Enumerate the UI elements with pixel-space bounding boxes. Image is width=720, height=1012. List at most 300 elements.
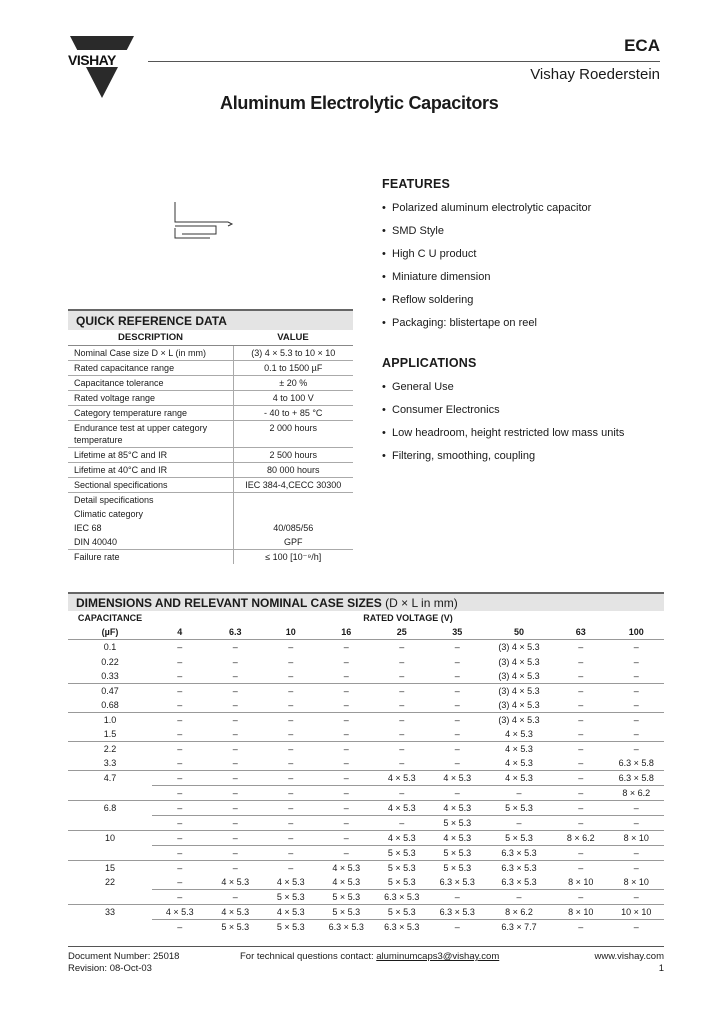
voltage-column-header: 25 <box>374 625 430 640</box>
quick-ref-description: Rated voltage range <box>68 390 233 405</box>
quick-ref-description: IEC 68 <box>74 522 102 533</box>
capacitance-cell <box>68 889 152 904</box>
case-size-cell: – <box>609 860 665 875</box>
table-row <box>68 698 664 713</box>
table-row <box>68 405 353 420</box>
case-size-cell: 4 × 5.3 <box>319 860 375 875</box>
case-size-cell: – <box>208 889 264 904</box>
voltage-column-header: 100 <box>609 625 665 640</box>
case-size-cell: 4 × 5.3 <box>505 757 533 768</box>
table-row <box>68 875 664 890</box>
contact-label: For technical questions contact: <box>240 951 377 962</box>
list-item: • High C U product <box>382 248 591 271</box>
table-row <box>68 683 664 698</box>
quick-ref-description: Category temperature range <box>68 405 233 420</box>
capacitance-cell: 33 <box>68 904 152 919</box>
case-size-cell: – <box>553 741 609 756</box>
applications-list <box>382 381 624 473</box>
case-size-cell: 6.3 × 5.3 <box>439 876 475 887</box>
quick-ref-value: 40/085/56 <box>233 521 353 535</box>
case-size-cell: – <box>208 860 264 875</box>
list-item: • General Use <box>382 381 624 404</box>
capacitance-cell: 4.7 <box>68 770 152 785</box>
case-size-cell: – <box>485 889 553 904</box>
case-size-cell: – <box>232 728 238 739</box>
list-item: • Reflow soldering <box>382 294 591 317</box>
table-row <box>68 919 664 934</box>
case-size-cell: – <box>553 889 609 904</box>
case-size-cell: – <box>319 712 375 727</box>
quick-ref-description: Failure rate <box>68 549 233 564</box>
case-size-cell: – <box>343 757 349 768</box>
list-item: • SMD Style <box>382 225 591 248</box>
table-row <box>68 800 664 815</box>
capacitance-cell <box>68 785 152 800</box>
case-size-cell: – <box>208 770 264 785</box>
dimensions-table <box>68 592 664 934</box>
case-size-cell: – <box>374 640 430 655</box>
case-size-cell: – <box>319 640 375 655</box>
case-size-cell: 5 × 5.3 <box>208 919 264 934</box>
capacitance-cell: 0.1 <box>68 640 152 655</box>
case-size-cell: – <box>152 889 208 904</box>
case-size-cell: 5 × 5.3 <box>374 904 430 919</box>
list-item: • Filtering, smoothing, coupling <box>382 450 624 473</box>
capacitance-cell: 1.5 <box>103 728 117 739</box>
case-size-cell: – <box>288 699 294 710</box>
case-size-cell: – <box>374 712 430 727</box>
logo-text: VISHAY <box>68 52 116 68</box>
capacitance-cell: 6.8 <box>68 800 152 815</box>
quick-reference-table <box>68 309 353 564</box>
case-size-cell: 4 × 5.3 <box>485 770 553 785</box>
case-size-cell: – <box>208 741 264 756</box>
case-size-cell: – <box>399 728 405 739</box>
capacitance-cell: 1.0 <box>68 712 152 727</box>
case-size-cell: – <box>288 757 294 768</box>
case-size-cell: – <box>177 699 183 710</box>
table-row <box>68 845 664 860</box>
case-size-cell: 4 × 5.3 <box>374 770 430 785</box>
case-size-cell: 4 × 5.3 <box>374 830 430 845</box>
list-item: • Polarized aluminum electrolytic capacitor <box>382 202 591 225</box>
case-size-cell: (3) 4 × 5.3 <box>485 640 553 655</box>
capacitance-cell: 2.2 <box>68 741 152 756</box>
table-row <box>68 860 664 875</box>
quick-ref-value: 80 000 hours <box>233 462 353 477</box>
case-size-cell: – <box>430 889 486 904</box>
quick-ref-value: ± 20 % <box>233 375 353 390</box>
case-size-cell: – <box>263 741 319 756</box>
case-size-cell: 8 × 6.2 <box>553 830 609 845</box>
capacitor-image <box>170 198 240 244</box>
case-size-cell: – <box>553 640 609 655</box>
case-size-cell: – <box>578 728 584 739</box>
dimensions-title <box>68 592 664 611</box>
case-size-cell: – <box>343 699 349 710</box>
case-size-cell: – <box>454 728 460 739</box>
col-description: DESCRIPTION <box>68 330 233 345</box>
case-size-cell: – <box>288 728 294 739</box>
capacitance-cell: 10 <box>68 830 152 845</box>
case-size-cell: – <box>454 670 460 681</box>
case-size-cell: – <box>454 757 460 768</box>
case-size-cell: – <box>609 712 665 727</box>
table-row <box>68 492 353 507</box>
quick-ref-value: 0.1 to 1500 µF <box>233 360 353 375</box>
case-size-cell: 5 × 5.3 <box>387 876 416 887</box>
case-size-cell: 6.3 × 7.7 <box>485 919 553 934</box>
dimensions-title-main: DIMENSIONS AND RELEVANT NOMINAL CASE SIZES <box>76 596 382 610</box>
case-size-cell: 5 × 5.3 <box>485 830 553 845</box>
case-size-cell: – <box>578 656 584 667</box>
contact-email-link[interactable]: aluminumcaps3@vishay.com <box>376 951 500 962</box>
table-row <box>68 507 353 521</box>
quick-ref-description: DIN 40040 <box>74 536 118 547</box>
table-row <box>68 654 664 668</box>
case-size-cell: – <box>609 815 665 830</box>
case-size-cell: – <box>343 728 349 739</box>
case-size-cell: 8 × 6.2 <box>485 904 553 919</box>
case-size-cell: 8 × 10 <box>568 876 594 887</box>
case-size-cell: – <box>208 712 264 727</box>
case-size-cell: – <box>633 670 639 681</box>
case-size-cell: (3) 4 × 5.3 <box>485 712 553 727</box>
case-size-cell: – <box>263 830 319 845</box>
case-size-cell: – <box>263 712 319 727</box>
table-row <box>68 727 664 742</box>
case-size-cell: – <box>609 640 665 655</box>
applications-heading: APPLICATIONS <box>382 356 477 370</box>
features-heading: FEATURES <box>382 177 451 191</box>
case-size-cell: 5 × 5.3 <box>319 904 375 919</box>
capacitance-cell <box>68 815 152 830</box>
case-size-cell: – <box>208 800 264 815</box>
case-size-cell: 4 × 5.3 <box>332 876 361 887</box>
voltage-column-header: 63 <box>553 625 609 640</box>
case-size-cell: – <box>374 741 430 756</box>
page-number: 1 <box>658 963 664 974</box>
voltage-column-header: 4 <box>152 625 208 640</box>
quick-ref-description: Lifetime at 40°C and IR <box>68 462 233 477</box>
case-size-cell: – <box>553 785 609 800</box>
quick-ref-value: - 40 to + 85 °C <box>233 405 353 420</box>
case-size-cell: – <box>152 845 208 860</box>
capacitance-cell: 0.47 <box>68 683 152 698</box>
case-size-cell: 5 × 5.3 <box>430 815 486 830</box>
case-size-cell: (3) 4 × 5.3 <box>498 670 540 681</box>
quick-ref-value: 2 500 hours <box>233 447 353 462</box>
table-row <box>68 785 664 800</box>
page-title: Aluminum Electrolytic Capacitors <box>220 93 499 113</box>
case-size-cell: 5 × 5.3 <box>263 919 319 934</box>
case-size-cell: – <box>208 640 264 655</box>
capacitance-cell: 15 <box>68 860 152 875</box>
case-size-cell: – <box>152 683 208 698</box>
case-size-cell: – <box>553 712 609 727</box>
case-size-cell: 4 × 5.3 <box>276 876 305 887</box>
table-row <box>68 360 353 375</box>
table-row <box>68 447 353 462</box>
case-size-cell: 8 × 10 <box>609 830 665 845</box>
case-size-cell: 5 × 5.3 <box>319 889 375 904</box>
case-size-cell: 6.3 × 5.3 <box>319 919 375 934</box>
table-row <box>68 640 664 655</box>
case-size-cell: – <box>319 845 375 860</box>
case-size-cell: 4 × 5.3 <box>221 876 250 887</box>
case-size-cell: – <box>553 845 609 860</box>
quick-ref-description: Capacitance tolerance <box>68 375 233 390</box>
table-row <box>68 462 353 477</box>
case-size-cell: 6.3 × 5.3 <box>374 889 430 904</box>
case-size-cell: – <box>430 919 486 934</box>
voltage-column-header: 35 <box>430 625 486 640</box>
case-size-cell: – <box>263 860 319 875</box>
quick-ref-description: Sectional specifications <box>68 477 233 492</box>
case-size-cell: – <box>485 785 553 800</box>
case-size-cell: 6.3 × 5.8 <box>618 757 654 768</box>
case-size-cell: – <box>232 656 238 667</box>
capacitance-cell: 22 <box>104 877 115 888</box>
quick-ref-description: Lifetime at 85°C and IR <box>68 447 233 462</box>
case-size-cell: 6.3 × 5.3 <box>374 919 430 934</box>
case-size-cell: 6.3 × 5.3 <box>430 904 486 919</box>
footer-contact <box>240 951 499 963</box>
quick-ref-value: ≤ 100 [10⁻⁹/h] <box>233 549 353 564</box>
table-row <box>68 375 353 390</box>
case-size-cell: – <box>454 656 460 667</box>
case-size-cell: – <box>430 785 486 800</box>
dimensions-title-unit: (D × L in mm) <box>385 596 458 610</box>
capacitance-cell <box>68 919 152 934</box>
website-link[interactable]: www.vishay.com <box>594 951 664 962</box>
case-size-cell: (3) 4 × 5.3 <box>498 699 540 710</box>
case-size-cell: – <box>288 656 294 667</box>
case-size-cell: 10 × 10 <box>609 904 665 919</box>
footer-rule <box>68 946 664 947</box>
case-size-cell: – <box>152 815 208 830</box>
case-size-cell: 5 × 5.3 <box>374 845 430 860</box>
table-row <box>68 904 664 919</box>
case-size-cell: – <box>319 815 375 830</box>
case-size-cell: 4 × 5.3 <box>208 904 264 919</box>
case-size-cell: – <box>208 683 264 698</box>
capacitance-cell <box>68 845 152 860</box>
case-size-cell: – <box>263 640 319 655</box>
document-number: Document Number: 25018 <box>68 951 180 962</box>
quick-ref-value: (3) 4 × 5.3 to 10 × 10 <box>233 345 353 360</box>
case-size-cell: – <box>263 815 319 830</box>
list-item: • Miniature dimension <box>382 271 591 294</box>
case-size-cell: 4 × 5.3 <box>430 830 486 845</box>
case-size-cell: – <box>578 699 584 710</box>
case-size-cell: – <box>263 770 319 785</box>
case-size-cell: 8 × 10 <box>553 904 609 919</box>
case-size-cell: – <box>609 741 665 756</box>
quick-ref-value: 4 to 100 V <box>233 390 353 405</box>
table-row <box>68 815 664 830</box>
case-size-cell: – <box>553 683 609 698</box>
list-item: • Packaging: blistertape on reel <box>382 317 591 340</box>
case-size-cell: 8 × 10 <box>623 876 649 887</box>
quick-ref-description: Detail specifications <box>68 492 233 507</box>
company-name: Vishay Roederstein <box>530 66 660 83</box>
case-size-cell: – <box>399 757 405 768</box>
case-size-cell: – <box>374 683 430 698</box>
table-row <box>68 756 664 771</box>
case-size-cell: – <box>208 785 264 800</box>
case-size-cell: – <box>578 757 584 768</box>
table-row <box>68 477 353 492</box>
case-size-cell: – <box>399 699 405 710</box>
quick-ref-value: IEC 384-4,CECC 30300 <box>233 477 353 492</box>
table-row <box>68 420 353 447</box>
quick-ref-description: Climatic category <box>74 508 144 519</box>
case-size-cell: – <box>288 670 294 681</box>
quick-ref-description: Endurance test at upper category temperature <box>68 420 233 447</box>
case-size-cell: – <box>152 800 208 815</box>
case-size-cell: – <box>553 815 609 830</box>
rated-voltage-header: RATED VOLTAGE (V) <box>363 613 453 624</box>
case-size-cell: – <box>319 800 375 815</box>
table-row <box>68 741 664 756</box>
case-size-cell: 6.3 × 5.3 <box>485 860 553 875</box>
case-size-cell: – <box>609 683 665 698</box>
case-size-cell: – <box>553 919 609 934</box>
case-size-cell: 5 × 5.3 <box>430 845 486 860</box>
case-size-cell: – <box>232 699 238 710</box>
case-size-cell: – <box>152 741 208 756</box>
case-size-cell: – <box>485 815 553 830</box>
footer-document-info <box>68 951 179 975</box>
case-size-cell: 4 × 5.3 <box>263 904 319 919</box>
capacitance-cell: 0.33 <box>101 670 119 681</box>
case-size-cell: – <box>208 830 264 845</box>
capacitance-cell: 3.3 <box>103 757 117 768</box>
case-size-cell: – <box>152 860 208 875</box>
quick-ref-value <box>233 492 353 507</box>
case-size-cell: – <box>633 699 639 710</box>
case-size-cell: 6.3 × 5.3 <box>485 845 553 860</box>
table-row <box>68 669 664 684</box>
table-row <box>68 345 353 360</box>
case-size-cell: (3) 4 × 5.3 <box>498 656 540 667</box>
capacitance-cell: 0.68 <box>101 699 119 710</box>
case-size-cell: – <box>177 656 183 667</box>
case-size-cell: – <box>343 670 349 681</box>
quick-ref-value: 2 000 hours <box>233 420 353 447</box>
case-size-cell: – <box>208 845 264 860</box>
quick-reference-title: QUICK REFERENCE DATA <box>68 309 353 330</box>
case-size-cell: 4 × 5.3 <box>485 741 553 756</box>
capacitance-header: CAPACITANCE <box>77 613 143 624</box>
quick-ref-value: GPF <box>233 535 353 550</box>
case-size-cell: – <box>609 889 665 904</box>
case-size-cell: – <box>263 785 319 800</box>
case-size-cell: 6.3 × 5.3 <box>501 876 537 887</box>
case-size-cell: – <box>399 656 405 667</box>
list-item: • Low headroom, height restricted low mass units <box>382 427 624 450</box>
quick-ref-value <box>233 507 353 521</box>
case-size-cell: – <box>578 670 584 681</box>
case-size-cell: 5 × 5.3 <box>263 889 319 904</box>
case-size-cell: – <box>319 785 375 800</box>
case-size-cell: – <box>263 683 319 698</box>
quick-ref-description: Nominal Case size D × L (in mm) <box>68 345 233 360</box>
capacitance-cell: 0.22 <box>101 656 119 667</box>
case-size-cell: – <box>633 656 639 667</box>
case-size-cell: 4 × 5.3 <box>430 800 486 815</box>
case-size-cell: 5 × 5.3 <box>430 860 486 875</box>
table-row <box>68 549 353 564</box>
case-size-cell: – <box>399 670 405 681</box>
case-size-cell: – <box>374 815 430 830</box>
case-size-cell: – <box>232 670 238 681</box>
case-size-cell: – <box>177 876 183 887</box>
case-size-cell: – <box>152 712 208 727</box>
revision: Revision: 08-Oct-03 <box>68 963 152 974</box>
table-row <box>68 712 664 727</box>
case-size-cell: – <box>609 845 665 860</box>
case-size-cell: – <box>208 815 264 830</box>
case-size-cell: – <box>263 845 319 860</box>
col-value: VALUE <box>233 330 353 345</box>
case-size-cell: 4 × 5.3 <box>152 904 208 919</box>
case-size-cell: – <box>633 728 639 739</box>
case-size-cell: – <box>609 919 665 934</box>
case-size-cell: – <box>319 830 375 845</box>
case-size-cell: – <box>374 785 430 800</box>
case-size-cell: – <box>263 800 319 815</box>
case-size-cell: – <box>343 656 349 667</box>
case-size-cell: – <box>152 785 208 800</box>
case-size-cell: 8 × 6.2 <box>609 785 665 800</box>
footer-site-info <box>594 951 664 975</box>
table-row <box>68 830 664 845</box>
case-size-cell: – <box>152 770 208 785</box>
case-size-cell: – <box>177 728 183 739</box>
case-size-cell: – <box>319 741 375 756</box>
case-size-cell: – <box>553 860 609 875</box>
list-item: • Consumer Electronics <box>382 404 624 427</box>
case-size-cell: (3) 4 × 5.3 <box>485 683 553 698</box>
case-size-cell: – <box>553 770 609 785</box>
case-size-cell: – <box>152 830 208 845</box>
table-row <box>68 770 664 785</box>
case-size-cell: – <box>430 640 486 655</box>
case-size-cell: – <box>152 919 208 934</box>
case-size-cell: – <box>177 757 183 768</box>
case-size-cell: 5 × 5.3 <box>374 860 430 875</box>
case-size-cell: – <box>177 670 183 681</box>
case-size-cell: 5 × 5.3 <box>485 800 553 815</box>
case-size-cell: – <box>319 770 375 785</box>
case-size-cell: 4 × 5.3 <box>374 800 430 815</box>
case-size-cell: – <box>454 699 460 710</box>
case-size-cell: 4 × 5.3 <box>430 770 486 785</box>
case-size-cell: – <box>232 757 238 768</box>
voltage-column-header: 16 <box>319 625 375 640</box>
case-size-cell: – <box>430 741 486 756</box>
voltage-column-header: 10 <box>263 625 319 640</box>
case-size-cell: – <box>152 640 208 655</box>
capacitance-unit: (µF) <box>68 625 152 640</box>
table-row <box>68 521 353 535</box>
header-rule <box>148 61 660 62</box>
table-row <box>68 535 353 550</box>
case-size-cell: 4 × 5.3 <box>505 728 533 739</box>
case-size-cell: – <box>319 683 375 698</box>
